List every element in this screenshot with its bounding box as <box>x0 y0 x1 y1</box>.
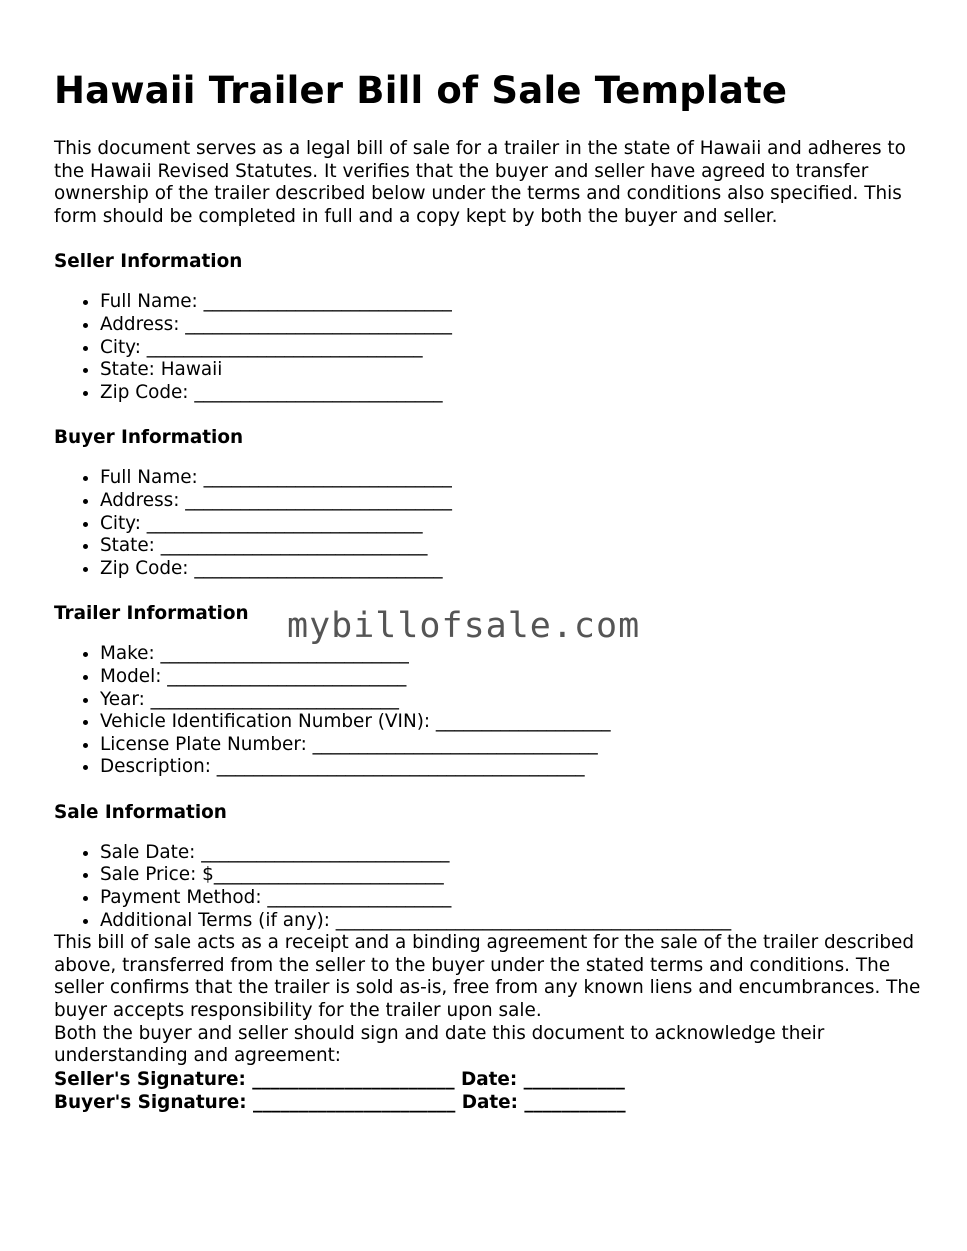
seller-heading: Seller Information <box>54 251 243 273</box>
trailer-description: • Description: ________________________________________ <box>100 756 924 779</box>
buyer-full-name: • Full Name: ___________________________ <box>100 467 924 490</box>
sale-date: • Sale Date: ___________________________ <box>100 842 924 865</box>
sale-list <box>54 842 924 932</box>
closing-paragraph: This bill of sale acts as a receipt and a binding agreement for the sale of the trailer described above, transferred from the seller to the buyer under the stated terms and conditions. The seller confirms that the trailer is sold as-is, free from any known liens and encumbrances. The buyer accepts responsibility for the trailer upon sale. <box>54 932 921 1022</box>
document-title: Hawaii Trailer Bill of Sale Template <box>54 69 788 112</box>
buyer-heading: Buyer Information <box>54 427 244 449</box>
trailer-list <box>54 643 924 779</box>
seller-signature-line: Seller's Signature: ______________________ Date: ___________ <box>54 1068 625 1090</box>
additional-terms: • Additional Terms (if any): ___________________________________________ <box>100 910 924 933</box>
watermark: mybillofsale.com <box>287 606 641 646</box>
seller-list <box>54 291 924 404</box>
trailer-heading: Trailer Information <box>54 603 249 625</box>
intro-paragraph: This document serves as a legal bill of sale for a trailer in the state of Hawaii and adheres to the Hawaii Revised Statutes. It verifies that the buyer and seller have agreed to transfer ownership of the trailer described below under the terms and conditions also specified. This form should be completed in full and a copy kept by both the buyer and seller. <box>54 138 906 227</box>
seller-address: • Address: _____________________________ <box>100 314 924 337</box>
trailer-year: • Year: ___________________________ <box>100 689 924 712</box>
seller-zip: • Zip Code: ___________________________ <box>100 382 924 405</box>
buyer-state: • State: _____________________________ <box>100 535 924 558</box>
seller-state: • State: Hawaii <box>100 359 924 382</box>
trailer-license-plate: • License Plate Number: _______________________________ <box>100 734 924 757</box>
sale-price: • Sale Price: $_________________________ <box>100 864 924 887</box>
document-page <box>54 66 924 1114</box>
sale-heading: Sale Information <box>54 801 227 823</box>
buyer-list <box>54 467 924 580</box>
seller-city: • City: ______________________________ <box>100 337 924 360</box>
buyer-zip: • Zip Code: ___________________________ <box>100 558 924 581</box>
payment-method: • Payment Method: ____________________ <box>100 887 924 910</box>
trailer-make: • Make: ___________________________ <box>100 643 924 666</box>
sign-instruction: Both the buyer and seller should sign and date this document to acknowledge their understanding and agreement: <box>54 1022 825 1067</box>
trailer-vin: • Vehicle Identification Number (VIN): ___________________ <box>100 711 924 734</box>
seller-full-name: • Full Name: ___________________________ <box>100 291 924 314</box>
buyer-signature-line: Buyer's Signature: ______________________ Date: ___________ <box>54 1091 626 1113</box>
buyer-address: • Address: _____________________________ <box>100 490 924 513</box>
buyer-city: • City: ______________________________ <box>100 513 924 536</box>
trailer-model: • Model: __________________________ <box>100 666 924 689</box>
